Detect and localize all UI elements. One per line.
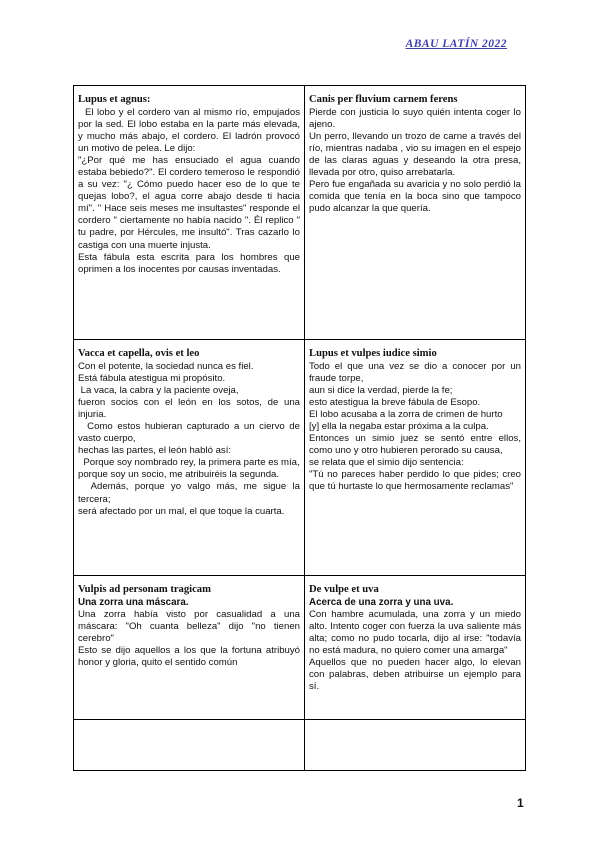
fable-paragraph: Pierde con justicia lo suyo quién intenta coger lo ajeno. [309, 107, 521, 131]
fable-line: porque soy un socio, me atribuiréis la segunda. [78, 469, 280, 481]
empty-cell [305, 720, 526, 771]
fable-line: [y] ella la negaba estar próxima a la culpa. [309, 421, 489, 433]
exam-header: ABAU LATÍN 2022 [405, 38, 507, 50]
fable-line: Está fábula atestigua mi propósito. [78, 373, 226, 385]
fable-line: Con el potente, la sociedad nunca es fiel. [78, 361, 254, 372]
table-row [74, 576, 526, 720]
fable-title: Vulpis ad personam tragicam [78, 584, 211, 595]
empty-cell [74, 720, 305, 771]
page-number: 1 [517, 796, 524, 810]
fable-paragraph: Aquellos que no pueden hacer algo, lo elevan con palabras, deben atribuirse un ejemplo para sí. [309, 657, 521, 693]
fable-line: fueron socios con el león en los sotos, de una injuria. [78, 397, 303, 421]
cell-vulpis-ad-personam [74, 576, 305, 720]
fable-line: La vaca, la cabra y la paciente oveja, [78, 385, 239, 397]
fable-subtitle: Acerca de una zorra y una uva. [309, 597, 454, 608]
table-row [74, 86, 526, 340]
fable-line: se relata que el simio dijo sentencia: [309, 457, 464, 469]
fable-line: Porque soy nombrado rey, la primera parte es mía, [78, 457, 300, 469]
fable-title: Vacca et capella, ovis et leo [78, 348, 200, 359]
fable-line: hechas las partes, el león habló así: [78, 445, 232, 457]
fable-paragraph: Esta fábula esta escrita para los hombres que oprimen a los inocentes por causas inventadas. [78, 251, 300, 275]
cell-canis-per-fluvium [305, 86, 526, 340]
fable-line: "Tú no pareces haber perdido lo que pides; creo que tú hurtaste lo que hermosamente reclamas" [309, 469, 521, 493]
fable-paragraph: Esto se dijo aquellos a los que la fortuna atribuyó honor y gloria, quito el sentido común [78, 645, 300, 669]
fable-line: esto atestigua la breve fábula de Esopo. [309, 397, 481, 409]
fable-line: Todo el que una vez se dio a conocer por un fraude torpe, [309, 361, 521, 385]
fable-paragraph: "¿Por qué me has ensuciado el agua cuando estaba bebiedo?". El cordero temeroso le respondió a su vez: "¿ Cómo puedo hacer eso de lo que te quejas lobo?, el agua corre abajo desde ti hacia mí". " Hace seis meses me insultastes" responde el cordero " ciertamente no había nacido ". Él replico " tu padre, por Hércules, me insultó". Tras cazarlo lo castiga con una muerte injusta. [78, 155, 300, 251]
fable-title: Canis per fluvium carnem ferens [309, 94, 458, 105]
fable-line: El lobo acusaba a la zorra de crimen de hurto [309, 409, 503, 421]
fable-paragraph: Una zorra había visto por casualidad a una máscara: "Oh cuanta belleza" dijo "no tienen cerebro" [78, 609, 300, 645]
table-row [74, 340, 526, 576]
fable-line: Además, porque yo valgo más, me sigue la tercera; [78, 481, 303, 505]
fables-table [73, 85, 526, 771]
fable-line: Entonces un simio juez se sentó entre ellos, como uno y otro hubieren perorado su causa, [309, 433, 521, 457]
cell-de-vulpe-et-uva [305, 576, 526, 720]
fable-line: aun si dice la verdad, pierde la fe; [309, 385, 453, 397]
fable-paragraph: Pero fue engañada su avaricia y no solo perdió la comida que tenía en la boca sino que tampoco pudo alcanzar la que quería. [309, 179, 521, 215]
cell-vacca-et-capella [74, 340, 305, 576]
table-row [74, 720, 526, 771]
fable-title: Lupus et vulpes iudice simio [309, 348, 437, 359]
fable-title: Lupus et agnus: [78, 94, 151, 105]
fable-subtitle: Una zorra una máscara. [78, 597, 189, 608]
cell-lupus-et-vulpes [305, 340, 526, 576]
fable-paragraph: Un perro, llevando un trozo de carne a través del río, mientras nadaba , vio su imagen en el espejo de las claras aguas y deseando la otra presa, llevada por otro, quiso arrebatarla. [309, 131, 521, 179]
cell-lupus-et-agnus [74, 86, 305, 340]
fable-line: será afectado por un mal, el que toque la cuarta. [78, 505, 285, 517]
fable-line: Como estos hubieran capturado a un ciervo de vasto cuerpo, [78, 421, 303, 445]
fable-title: De vulpe et uva [309, 584, 379, 595]
fable-paragraph: Con hambre acumulada, una zorra y un miedo alto. Intento coger con fuerza la uva saliente más alta; como no pudo tocarla, dijo al irse: "todavía no está madura, no quiero comer una amarga" [309, 609, 521, 657]
fable-paragraph: El lobo y el cordero van al mismo río, empujados por la sed. El lobo estaba en la parte más elevada, y mucho más abajo, el cordero. El ladrón provocó un motivo de pelea. Le dijo: [78, 107, 303, 155]
